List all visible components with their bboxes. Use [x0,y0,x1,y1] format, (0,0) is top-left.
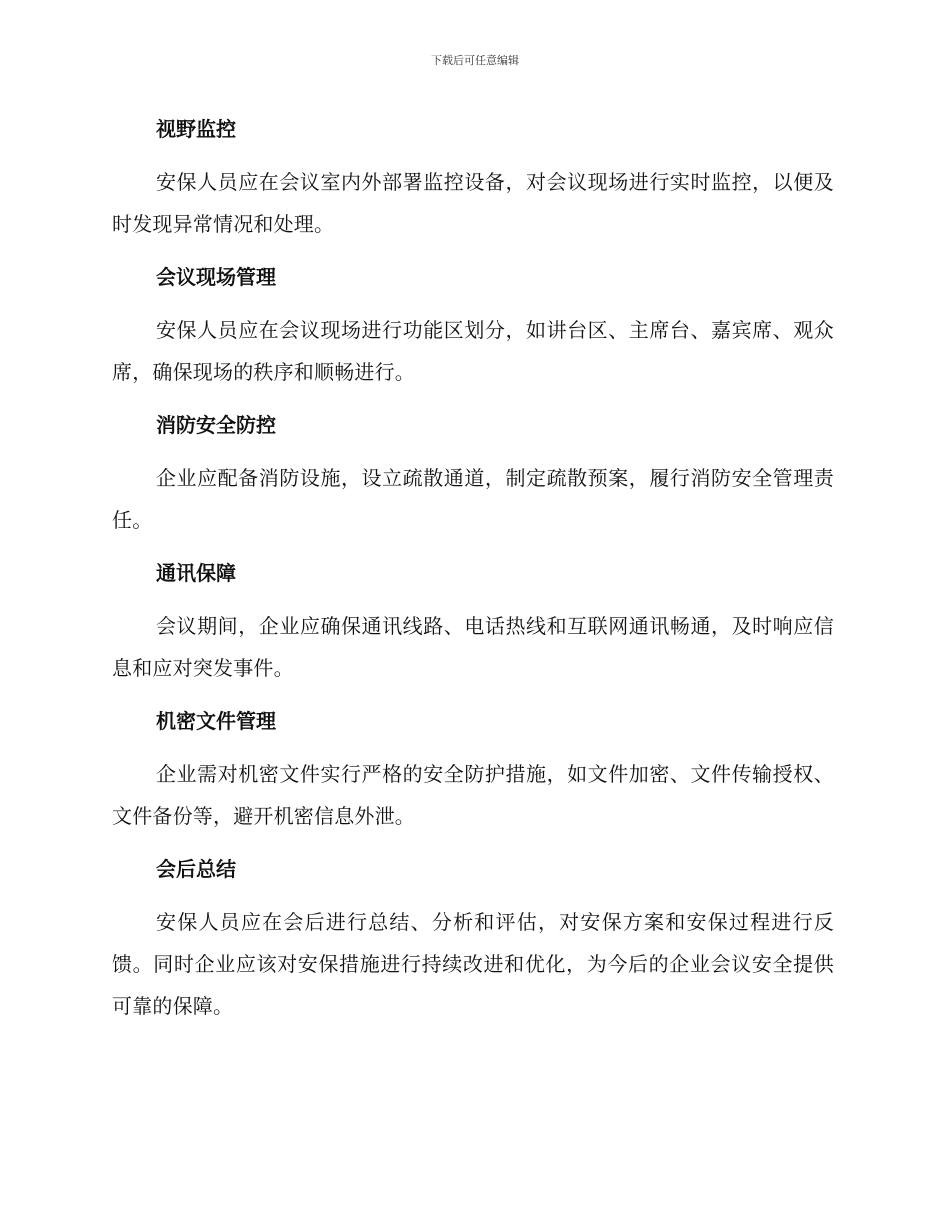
section-paragraph: 安保人员应在会议现场进行功能区划分，如讲台区、主席台、嘉宾席、观众席，确保现场的秩序和顺畅进行。 [112,318,834,384]
section-paragraph: 安保人员应在会后进行总结、分析和评估，对安保方案和安保过程进行反馈。同时企业应该对安保措施进行持续改进和优化，为今后的企业会议安全提供可靠的保障。 [112,910,834,1018]
section-paragraph: 企业应配备消防设施，设立疏散通道，制定疏散预案，履行消防安全管理责任。 [112,466,834,532]
section-heading: 会议现场管理 [156,265,276,289]
section-heading: 视野监控 [156,117,236,141]
section-monitoring [112,109,834,245]
section-communications [112,553,834,689]
section-paragraph: 会议期间，企业应确保通讯线路、电话热线和互联网通讯畅通，及时响应信息和应对突发事件。 [112,614,834,680]
section-post-meeting-summary [112,849,834,1027]
section-paragraph: 企业需对机密文件实行严格的安全防护措施，如文件加密、文件传输授权、文件备份等，避开机密信息外泄。 [112,762,834,828]
section-fire-safety [112,405,834,541]
section-heading: 机密文件管理 [156,709,276,733]
page-header: 下载后可任意编辑 [431,54,519,67]
section-heading: 会后总结 [156,857,236,881]
section-heading: 消防安全防控 [156,413,276,437]
section-paragraph: 安保人员应在会议室内外部署监控设备，对会议现场进行实时监控，以便及时发现异常情况和处理。 [112,170,834,236]
section-heading: 通讯保障 [156,561,236,585]
document-body [112,109,834,1039]
section-confidential-files [112,701,834,837]
section-venue-management [112,257,834,393]
